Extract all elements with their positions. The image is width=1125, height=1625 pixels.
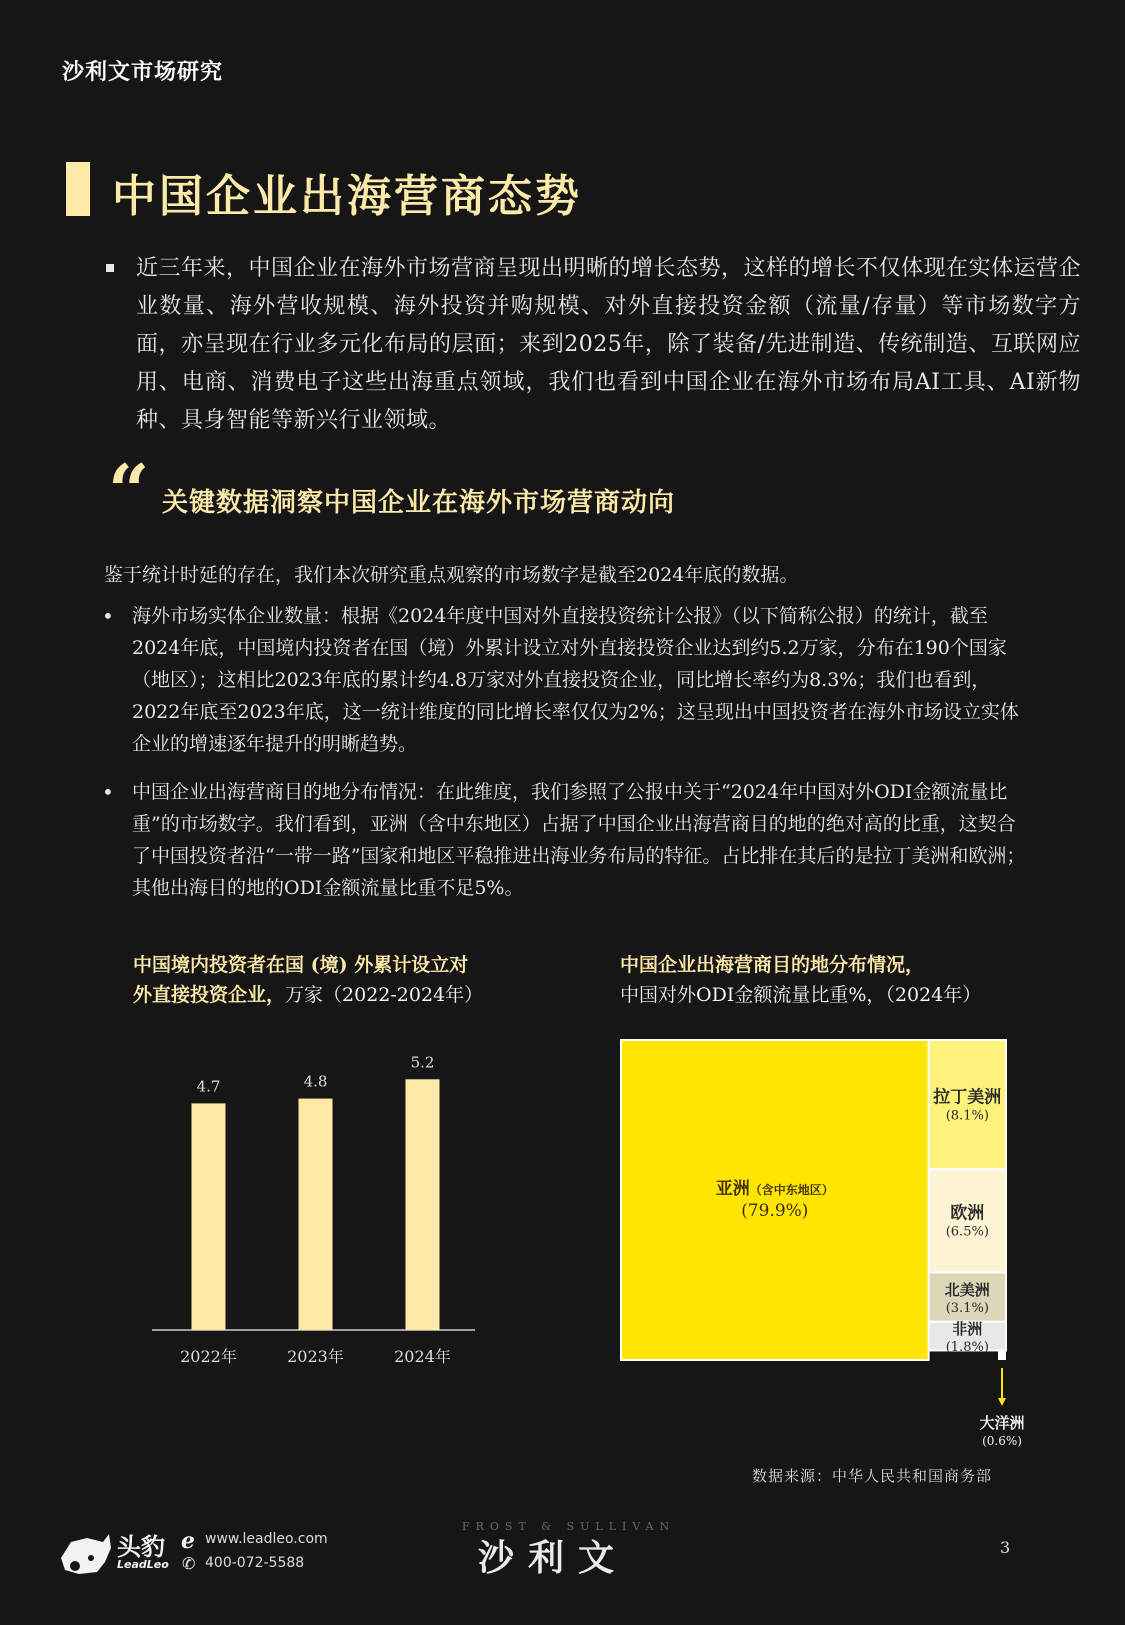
treemap-label-asia: 亚洲（含中东地区） <box>715 1179 834 1199</box>
treemap-value-europe: (6.5%) <box>945 1224 989 1240</box>
bar <box>192 1103 226 1330</box>
frost-sullivan-brand: FROST & SULLIVAN <box>462 1520 676 1533</box>
phone-icon: ✆ <box>182 1554 196 1573</box>
lead-text: 鉴于统计时延的存在，我们本次研究重点观察的市场数字是截至2024年底的数据。 <box>104 564 799 586</box>
bar-group <box>152 1053 475 1366</box>
treemap-value-north-america: (3.1%) <box>945 1301 989 1317</box>
logo-cn: 头豹 <box>117 1533 165 1561</box>
bar-chart-title-line1: 中国境内投资者在国 (境) 外累计设立对 <box>133 954 469 976</box>
bar-chart-title-line2: 外直接投资企业， <box>133 984 286 1006</box>
bullet-icon: • <box>102 604 114 628</box>
intro-text: 近三年来，中国企业在海外市场营商呈现出明晰的增长态势，这样的增长不仅体现在实体运营企业数量、海外营收规模、海外投资并购规模、对外直接投资金额（流量/存量）等市场数字方面，亦呈现在行业多元化布局的层面；来到2025年，除了装备/先进制造、传统制造、互联网应用、电商、消费电子这些出海重点领域，我们也看到中国企业在海外市场布局AI工具、AI新物种、具身智能等新兴行业领域。 <box>136 256 1082 433</box>
treemap-chart <box>615 1030 1095 1450</box>
list-item <box>102 600 1032 760</box>
bar-value-label: 5.2 <box>410 1053 435 1072</box>
bar-chart-title-unit: 万家（2022-2024年） <box>285 984 484 1006</box>
leopard-logo-icon <box>57 1528 117 1578</box>
x-tick-label: 2024年 <box>394 1347 451 1366</box>
phone-number: 400-072-5588 <box>205 1555 305 1571</box>
treemap-value-latin-america: (8.1%) <box>945 1108 989 1124</box>
arrow-down-icon <box>998 1398 1006 1406</box>
treemap-label-north-america: 北美洲 <box>944 1281 990 1300</box>
x-tick-label: 2022年 <box>180 1347 237 1366</box>
treemap-value-oceania: (0.6%) <box>982 1434 1022 1448</box>
intro-paragraph <box>106 250 1081 440</box>
bar-value-label: 4.8 <box>303 1072 328 1091</box>
bar-value-label: 4.7 <box>196 1077 221 1096</box>
logo-en: LeadLeo <box>117 1558 169 1571</box>
treemap-label-europe: 欧洲 <box>950 1203 985 1224</box>
treemap-label-africa: 非洲 <box>952 1320 983 1339</box>
x-tick-label: 2023年 <box>287 1347 344 1366</box>
treemap-cell-oceania <box>998 1350 1006 1360</box>
treemap-value-africa: (1.8%) <box>945 1340 989 1356</box>
square-bullet-icon <box>106 264 114 272</box>
treemap-title-line1: 中国企业出海营商目的地分布情况， <box>620 954 925 976</box>
bullet-text: 海外市场实体企业数量：根据《2024年度中国对外直接投资统计公报》（以下简称公报）的统计，截至2024年底，中国境内投资者在国（境）外累计设立对外直接投资企业达到约5.2万家，分布在190个国家（地区）；这相比2023年底的累计约4.8万家对外直接投资企业，同比增长率约为8.3%；我们也看到，2022年底至2023年底，这一统计维度的同比增长率仅仅为2%；这呈现出中国投资者在海外市场设立实体企业的增速逐年提升的明晰趋势。 <box>132 605 1019 755</box>
treemap-group <box>621 1040 1025 1448</box>
data-source: 数据来源：中华人民共和国商务部 <box>751 1467 992 1485</box>
list-item <box>102 776 1032 904</box>
bar-chart <box>140 1040 485 1370</box>
title-accent-bar <box>66 162 90 216</box>
web-icon: e <box>181 1528 195 1554</box>
treemap-cell-asia <box>621 1040 929 1360</box>
section-heading: 关键数据洞察中国企业在海外市场营商动向 <box>162 488 676 518</box>
bullet-icon: • <box>102 780 114 804</box>
treemap-label-latin-america: 拉丁美洲 <box>933 1087 1002 1108</box>
bar-chart-title <box>133 950 533 1010</box>
leadleo-logo <box>57 1528 117 1582</box>
header-brand: 沙利文市场研究 <box>62 60 224 85</box>
bullet-text: 中国企业出海营商目的地分布情况：在此维度，我们参照了公报中关于“2024年中国对外ODI金额流量比重”的市场数字。我们看到，亚洲（含中东地区）占据了中国企业出海营商目的地的绝对高的比重，这契合了中国投资者沿“一带一路”国家和地区平稳推进出海业务布局的特征。占比排在其后的是拉丁美洲和欧洲；其他出海目的地的ODI金额流量比重不足5%。 <box>132 781 1026 899</box>
page-title: 中国企业出海营商态势 <box>112 171 582 222</box>
treemap-label-oceania: 大洋洲 <box>979 1414 1025 1432</box>
treemap-title <box>620 950 1040 1010</box>
bar <box>406 1079 440 1330</box>
website-link[interactable]: www.leadleo.com <box>205 1531 328 1547</box>
treemap-note-asia: （含中东地区） <box>749 1183 834 1197</box>
bullet-list <box>102 600 1032 920</box>
treemap-title-line2: 中国对外ODI金额流量比重%，（2024年） <box>620 984 982 1006</box>
page-number: 3 <box>1000 1538 1011 1557</box>
treemap-value-asia: (79.9%) <box>741 1201 809 1221</box>
quote-icon: “ <box>108 448 150 533</box>
sullivan-logo: 沙利文 <box>478 1538 629 1579</box>
bar <box>299 1099 333 1330</box>
